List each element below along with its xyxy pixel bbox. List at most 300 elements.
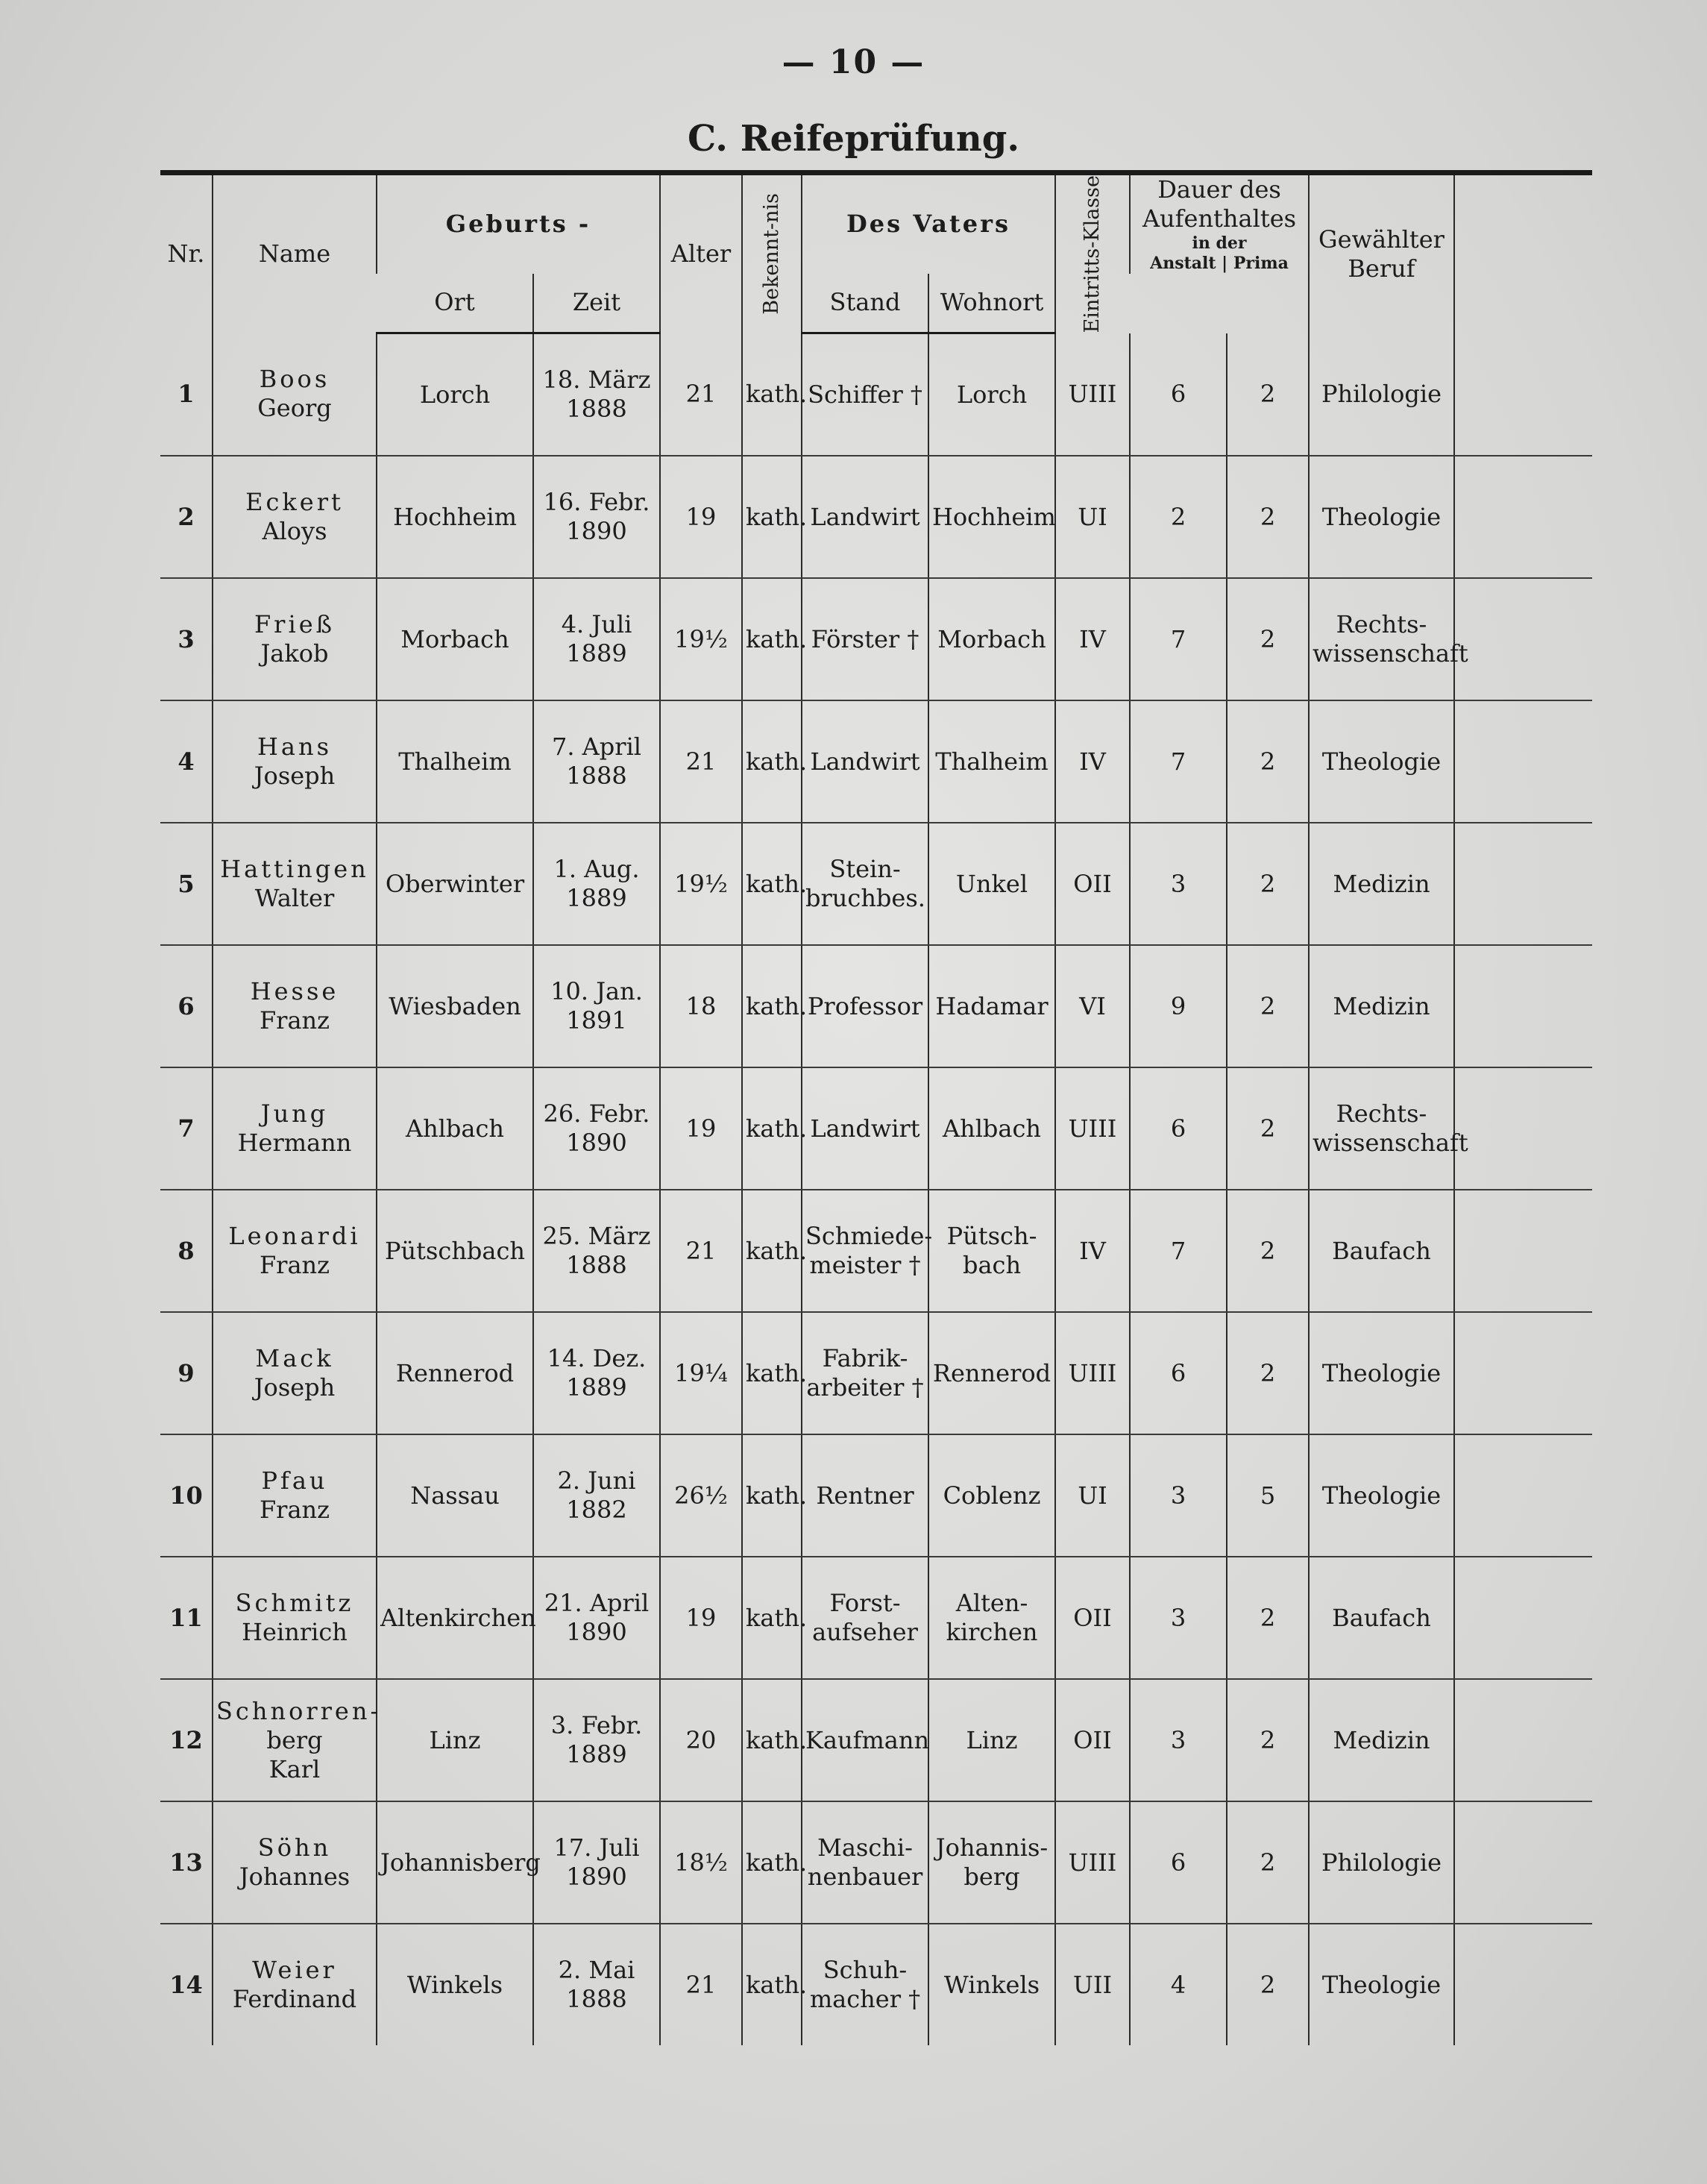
cell-bekenntnis — [742, 1924, 808, 2045]
cell-spacer — [1454, 1067, 1592, 1190]
cell-zeit — [533, 1924, 660, 2045]
cell-anstalt-line-1: 6 — [1170, 1848, 1186, 1877]
table-row — [160, 1557, 1592, 1679]
cell-beruf-line-1: Theologie — [1321, 747, 1442, 776]
cell-prima-line-1: 2 — [1260, 379, 1276, 408]
cell-bekenntnis — [742, 700, 808, 823]
cell-nr-line-1: 3 — [177, 624, 195, 653]
cell-name-line-1: Pfau — [261, 1466, 328, 1496]
cell-zeit-line-1: 16. Febr. — [543, 488, 650, 517]
cell-stand-line-2: macher † — [809, 1985, 921, 2014]
cell-bekenntnis — [742, 1434, 808, 1557]
cell-name-line-1: Schmitz — [235, 1589, 354, 1618]
cell-spacer — [1454, 1679, 1592, 1801]
cell-name — [213, 945, 377, 1067]
cell-bekenntnis — [742, 1312, 808, 1434]
cell-klasse — [1055, 945, 1130, 1067]
cell-wohnort — [928, 823, 1055, 945]
cell-wohnort-line-2: berg — [963, 1863, 1020, 1892]
cell-prima — [1227, 1679, 1309, 1801]
cell-zeit — [533, 1067, 660, 1190]
cell-zeit-line-1: 14. Dez. — [547, 1344, 647, 1373]
cell-alter — [660, 823, 742, 945]
cell-klasse — [1055, 1312, 1130, 1434]
cell-alter — [660, 1190, 742, 1312]
cell-wohnort — [928, 456, 1055, 578]
cell-prima-line-1: 5 — [1260, 1481, 1276, 1510]
cell-bekenntnis — [742, 1801, 808, 1924]
cell-beruf — [1309, 823, 1454, 945]
cell-stand — [802, 945, 928, 1067]
cell-anstalt-line-1: 3 — [1170, 1725, 1186, 1754]
cell-bekenntnis-line-1: kath. — [746, 1481, 808, 1510]
cell-wohnort-line-1: Unkel — [955, 869, 1028, 898]
cell-alter — [660, 578, 742, 700]
cell-spacer — [1454, 578, 1592, 700]
header-in-der: in der — [1192, 233, 1247, 254]
cell-name — [213, 456, 377, 578]
cell-klasse-line-1: UII — [1072, 1970, 1113, 1999]
cell-anstalt-line-1: 7 — [1170, 747, 1186, 776]
header-spacer — [1454, 173, 1592, 333]
cell-spacer — [1454, 1801, 1592, 1924]
cell-zeit-line-2: 1888 — [566, 1985, 627, 2014]
cell-anstalt — [1130, 1312, 1227, 1434]
cell-alter-line-1: 19½ — [674, 869, 728, 898]
cell-bekenntnis-line-1: kath. — [746, 1114, 808, 1143]
cell-wohnort-line-1: Johannis- — [935, 1833, 1049, 1863]
cell-klasse-line-1: IV — [1079, 747, 1106, 776]
cell-name-line-2: Joseph — [254, 1373, 336, 1402]
header-bekenntnis-label: Bekennt-nis — [759, 193, 783, 316]
cell-spacer — [1454, 1312, 1592, 1434]
cell-ort — [377, 945, 533, 1067]
cell-prima-line-1: 2 — [1260, 1114, 1276, 1143]
cell-wohnort — [928, 945, 1055, 1067]
cell-beruf — [1309, 1434, 1454, 1557]
cell-zeit — [533, 700, 660, 823]
cell-wohnort — [928, 1679, 1055, 1801]
cell-wohnort-line-2: kirchen — [946, 1618, 1038, 1647]
cell-beruf-line-2: wissenschaft — [1313, 1129, 1468, 1158]
cell-stand-line-2: meister † — [809, 1251, 921, 1280]
cell-bekenntnis — [742, 945, 808, 1067]
cell-name-line-2: Joseph — [254, 762, 336, 791]
cell-nr-line-1: 14 — [169, 1970, 203, 1999]
cell-name — [213, 333, 377, 456]
cell-anstalt-line-1: 6 — [1170, 379, 1186, 408]
cell-prima-line-1: 2 — [1260, 1725, 1276, 1754]
cell-nr — [160, 1190, 213, 1312]
cell-wohnort-line-1: Lorch — [956, 380, 1028, 409]
cell-stand — [802, 578, 928, 700]
cell-klasse-line-1: IV — [1079, 1236, 1106, 1265]
cell-wohnort — [928, 333, 1055, 456]
cell-anstalt — [1130, 1067, 1227, 1190]
cell-name — [213, 1067, 377, 1190]
cell-anstalt-line-1: 9 — [1170, 991, 1186, 1020]
table-row — [160, 1679, 1592, 1801]
header-des-vaters: Des Vaters — [802, 173, 1055, 274]
cell-wohnort-line-1: Rennerod — [932, 1358, 1051, 1387]
cell-stand-line-2: nenbauer — [807, 1863, 923, 1892]
cell-klasse-line-1: OII — [1073, 869, 1112, 898]
cell-stand-line-1: Schmiede- — [805, 1222, 933, 1251]
cell-wohnort — [928, 1924, 1055, 2045]
cell-alter — [660, 1434, 742, 1557]
cell-stand-line-2: bruchbes. — [805, 884, 925, 913]
cell-zeit — [533, 456, 660, 578]
cell-name-line-1: Weier — [252, 1956, 337, 1985]
cell-beruf — [1309, 700, 1454, 823]
cell-klasse — [1055, 1190, 1130, 1312]
cell-alter-line-1: 19 — [685, 1114, 717, 1143]
cell-nr-line-1: 6 — [177, 991, 195, 1020]
cell-wohnort-line-1: Alten- — [955, 1589, 1028, 1618]
cell-beruf-line-1: Baufach — [1332, 1236, 1431, 1265]
cell-beruf — [1309, 1067, 1468, 1190]
cell-beruf — [1309, 333, 1454, 456]
cell-klasse-line-1: OII — [1073, 1725, 1112, 1754]
cell-beruf-line-1: Medizin — [1333, 991, 1430, 1020]
cell-ort — [377, 1557, 536, 1679]
cell-prima — [1227, 1067, 1309, 1190]
cell-name-line-2: Aloys — [262, 517, 327, 546]
cell-beruf-line-1: Philologie — [1321, 1848, 1442, 1877]
table-row — [160, 1924, 1592, 2045]
cell-zeit — [533, 333, 660, 456]
cell-stand — [802, 333, 928, 456]
cell-wohnort-line-1: Thalheim — [935, 747, 1049, 776]
cell-bekenntnis-line-1: kath. — [746, 1970, 808, 1999]
cell-beruf-line-1: Rechts- — [1336, 1099, 1427, 1129]
cell-alter-line-1: 19¼ — [674, 1358, 728, 1387]
cell-bekenntnis-line-1: kath. — [746, 379, 808, 408]
cell-klasse-line-1: IV — [1079, 624, 1106, 653]
cell-bekenntnis-line-1: kath. — [746, 869, 808, 898]
table-row — [160, 823, 1592, 945]
cell-nr-line-1: 4 — [177, 747, 195, 776]
cell-name — [213, 700, 377, 823]
cell-stand — [802, 456, 928, 578]
cell-beruf — [1309, 1312, 1454, 1434]
header-stand: Stand — [802, 274, 928, 333]
table-row — [160, 1067, 1592, 1190]
cell-name-line-1: Hans — [257, 732, 332, 762]
cell-name — [213, 1557, 377, 1679]
cell-ort-line-1: Hochheim — [393, 502, 517, 531]
cell-beruf-line-1: Theologie — [1321, 502, 1442, 531]
cell-klasse — [1055, 1801, 1130, 1924]
cell-klasse — [1055, 578, 1130, 700]
cell-alter — [660, 1312, 742, 1434]
cell-klasse-line-1: OII — [1073, 1603, 1112, 1632]
cell-wohnort — [928, 1801, 1055, 1924]
cell-prima — [1227, 1557, 1309, 1679]
cell-ort-line-1: Altenkirchen — [380, 1603, 536, 1632]
cell-name-line-1: Jung — [260, 1099, 329, 1129]
cell-zeit-line-2: 1888 — [566, 1251, 627, 1280]
cell-prima — [1227, 823, 1309, 945]
cell-alter — [660, 333, 742, 456]
table-row — [160, 456, 1592, 578]
cell-nr — [160, 1679, 213, 1801]
cell-name-line-1: Söhn — [257, 1833, 332, 1863]
cell-stand-line-1: Landwirt — [810, 1114, 920, 1143]
cell-anstalt — [1130, 1434, 1227, 1557]
cell-ort — [377, 1924, 533, 2045]
cell-ort — [377, 1434, 533, 1557]
cell-stand-line-1: Förster † — [811, 624, 919, 653]
cell-name-line-2: Franz — [259, 1251, 330, 1280]
cell-alter-line-1: 21 — [685, 747, 717, 776]
cell-nr — [160, 945, 213, 1067]
cell-anstalt-line-1: 6 — [1170, 1114, 1186, 1143]
header-eintritts-klasse — [1055, 173, 1130, 333]
cell-stand-line-1: Fabrik- — [822, 1344, 908, 1373]
cell-alter-line-1: 18 — [685, 991, 717, 1020]
cell-zeit-line-2: 1890 — [566, 1863, 627, 1892]
section-title: C. Reifeprüfung. — [687, 118, 1020, 160]
cell-bekenntnis — [742, 578, 808, 700]
cell-wohnort — [928, 1312, 1055, 1434]
cell-nr — [160, 456, 213, 578]
cell-zeit — [533, 1312, 660, 1434]
table-row — [160, 1801, 1592, 1924]
cell-prima — [1227, 1801, 1309, 1924]
cell-spacer — [1454, 1557, 1592, 1679]
cell-prima — [1227, 333, 1309, 456]
cell-klasse — [1055, 1679, 1130, 1801]
cell-zeit-line-1: 21. April — [544, 1589, 650, 1618]
cell-zeit-line-2: 1890 — [566, 1618, 627, 1647]
cell-alter-line-1: 19½ — [674, 624, 728, 653]
cell-ort-line-1: Oberwinter — [385, 869, 525, 898]
cell-nr — [160, 823, 213, 945]
cell-bekenntnis-line-1: kath. — [746, 1236, 808, 1265]
cell-stand — [802, 823, 928, 945]
cell-prima — [1227, 1924, 1309, 2045]
cell-zeit-line-2: 1882 — [566, 1496, 627, 1525]
cell-beruf-line-1: Theologie — [1321, 1481, 1442, 1510]
header-nr: Nr. — [167, 239, 205, 269]
cell-stand-line-1: Professor — [807, 991, 923, 1020]
cell-klasse — [1055, 700, 1130, 823]
cell-nr-line-1: 12 — [169, 1725, 203, 1754]
table-row — [160, 700, 1592, 823]
cell-zeit-line-1: 25. März — [542, 1222, 651, 1251]
cell-zeit-line-1: 18. März — [542, 365, 651, 395]
cell-spacer — [1454, 333, 1592, 456]
cell-stand — [802, 1190, 933, 1312]
cell-name-line-2: Heinrich — [242, 1618, 348, 1647]
cell-ort-line-1: Thalheim — [398, 747, 512, 776]
cell-bekenntnis — [742, 1557, 808, 1679]
cell-wohnort-line-1: Hochheim — [932, 502, 1056, 531]
header-bekenntnis — [742, 173, 802, 333]
cell-stand-line-1: Forst- — [829, 1589, 901, 1618]
cell-prima — [1227, 1434, 1309, 1557]
cell-nr — [160, 333, 213, 456]
cell-alter — [660, 700, 742, 823]
cell-nr — [160, 578, 213, 700]
cell-name-line-3: Karl — [268, 1754, 321, 1783]
cell-klasse — [1055, 456, 1130, 578]
cell-wohnort — [928, 578, 1055, 700]
cell-prima — [1227, 578, 1309, 700]
cell-bekenntnis — [742, 823, 808, 945]
cell-bekenntnis-line-1: kath. — [746, 1358, 808, 1387]
cell-alter-line-1: 26½ — [674, 1481, 728, 1510]
cell-beruf-line-2: wissenschaft — [1313, 639, 1468, 668]
cell-name-line-1: Frieß — [254, 610, 336, 639]
cell-anstalt-line-1: 3 — [1170, 1603, 1186, 1632]
cell-klasse — [1055, 1434, 1130, 1557]
cell-klasse-line-1: UIII — [1068, 1114, 1117, 1143]
cell-anstalt — [1130, 1801, 1227, 1924]
cell-beruf-line-1: Theologie — [1321, 1358, 1442, 1387]
cell-stand-line-1: Rentner — [816, 1481, 914, 1510]
header-wohnort: Wohnort — [928, 274, 1055, 333]
cell-zeit-line-2: 1889 — [566, 1740, 627, 1769]
cell-ort — [377, 1067, 533, 1190]
cell-stand — [802, 1067, 928, 1190]
cell-zeit-line-2: 1889 — [566, 884, 627, 913]
cell-nr-line-1: 11 — [169, 1603, 203, 1632]
cell-wohnort-line-1: Ahlbach — [942, 1114, 1042, 1143]
page-number: — 10 — — [782, 43, 925, 81]
cell-beruf-line-1: Medizin — [1333, 1725, 1430, 1754]
cell-anstalt-line-1: 7 — [1170, 1236, 1186, 1265]
cell-beruf — [1309, 578, 1468, 700]
cell-wohnort — [928, 1557, 1055, 1679]
cell-prima-line-1: 2 — [1260, 991, 1276, 1020]
cell-nr-line-1: 13 — [169, 1848, 203, 1877]
cell-prima-line-1: 2 — [1260, 1848, 1276, 1877]
cell-nr-line-1: 8 — [177, 1236, 195, 1265]
cell-nr — [160, 1557, 213, 1679]
cell-name — [213, 1312, 377, 1434]
header-name: Name — [213, 173, 377, 333]
cell-zeit-line-1: 10. Jan. — [550, 977, 643, 1006]
cell-beruf — [1309, 1190, 1454, 1312]
cell-anstalt-line-1: 3 — [1170, 869, 1186, 898]
cell-bekenntnis-line-1: kath. — [746, 991, 808, 1020]
cell-bekenntnis — [742, 1190, 808, 1312]
cell-zeit — [533, 1434, 660, 1557]
cell-anstalt-line-1: 7 — [1170, 624, 1186, 653]
cell-wohnort-line-1: Morbach — [937, 624, 1046, 653]
cell-klasse-line-1: UIII — [1068, 379, 1117, 408]
cell-beruf-line-1: Baufach — [1332, 1603, 1431, 1632]
cell-nr-line-1: 2 — [177, 502, 195, 531]
cell-bekenntnis — [742, 456, 808, 578]
cell-anstalt — [1130, 700, 1227, 823]
cell-prima — [1227, 1190, 1309, 1312]
cell-klasse-line-1: UIII — [1068, 1358, 1117, 1387]
cell-zeit-line-2: 1890 — [566, 517, 627, 546]
cell-zeit-line-1: 2. Mai — [558, 1956, 635, 1985]
cell-name — [213, 1434, 377, 1557]
cell-stand — [802, 1801, 928, 1924]
cell-prima-line-1: 2 — [1260, 624, 1276, 653]
cell-wohnort-line-1: Hadamar — [935, 991, 1049, 1020]
table-row — [160, 1434, 1592, 1557]
cell-nr-line-1: 10 — [169, 1481, 203, 1510]
cell-alter-line-1: 19 — [685, 1603, 717, 1632]
cell-prima-line-1: 2 — [1260, 502, 1276, 531]
cell-prima-line-1: 2 — [1260, 1970, 1276, 1999]
cell-beruf — [1309, 1679, 1454, 1801]
cell-stand — [802, 1557, 928, 1679]
cell-name-line-2: Walter — [254, 884, 335, 913]
cell-zeit-line-2: 1891 — [566, 1006, 627, 1035]
cell-name — [213, 1801, 377, 1924]
cell-ort — [377, 578, 533, 700]
cell-nr-line-1: 1 — [177, 379, 195, 408]
cell-bekenntnis — [742, 1067, 808, 1190]
cell-prima-line-1: 2 — [1260, 747, 1276, 776]
cell-alter — [660, 1801, 742, 1924]
table-row — [160, 578, 1592, 700]
cell-alter-line-1: 21 — [685, 1236, 717, 1265]
cell-beruf — [1309, 1557, 1454, 1679]
cell-name-line-2: berg — [266, 1725, 323, 1754]
cell-ort-line-1: Rennerod — [395, 1358, 515, 1387]
cell-nr — [160, 700, 213, 823]
cell-zeit-line-2: 1889 — [566, 639, 627, 668]
cell-wohnort — [928, 700, 1055, 823]
cell-alter-line-1: 21 — [685, 1970, 717, 1999]
cell-spacer — [1454, 456, 1592, 578]
cell-klasse-line-1: VI — [1079, 991, 1106, 1020]
cell-prima-line-1: 2 — [1260, 869, 1276, 898]
header-ort: Ort — [377, 274, 533, 333]
cell-ort — [377, 1312, 533, 1434]
table-header — [160, 173, 1592, 333]
cell-prima-line-1: 2 — [1260, 1236, 1276, 1265]
cell-nr — [160, 1312, 213, 1434]
cell-stand-line-1: Landwirt — [810, 502, 920, 531]
cell-name-line-1: Hattingen — [220, 855, 369, 884]
cell-anstalt-line-1: 3 — [1170, 1481, 1186, 1510]
cell-bekenntnis-line-1: kath. — [746, 1603, 808, 1632]
cell-stand-line-1: Kaufmann — [805, 1725, 930, 1754]
cell-stand — [802, 1924, 928, 2045]
cell-wohnort-line-1: Linz — [966, 1725, 1018, 1754]
cell-anstalt-line-1: 4 — [1170, 1970, 1186, 1999]
cell-zeit — [533, 1557, 660, 1679]
cell-beruf — [1309, 945, 1454, 1067]
cell-zeit-line-1: 7. April — [551, 732, 642, 762]
cell-name-line-1: Leonardi — [228, 1222, 361, 1251]
cell-zeit-line-1: 2. Juni — [557, 1466, 636, 1496]
cell-name-line-2: Johannes — [239, 1863, 350, 1892]
cell-nr — [160, 1434, 213, 1557]
cell-klasse-line-1: UIII — [1068, 1848, 1117, 1877]
cell-ort — [377, 333, 533, 456]
cell-beruf — [1309, 456, 1454, 578]
cell-beruf-line-1: Rechts- — [1336, 610, 1427, 639]
cell-anstalt — [1130, 1557, 1227, 1679]
cell-alter — [660, 945, 742, 1067]
cell-zeit-line-1: 4. Juli — [561, 610, 632, 639]
cell-ort — [377, 1190, 533, 1312]
cell-name-line-1: Schnorren- — [216, 1696, 382, 1725]
cell-bekenntnis-line-1: kath. — [746, 747, 808, 776]
cell-ort — [377, 1679, 533, 1801]
cell-alter-line-1: 18½ — [674, 1848, 728, 1877]
